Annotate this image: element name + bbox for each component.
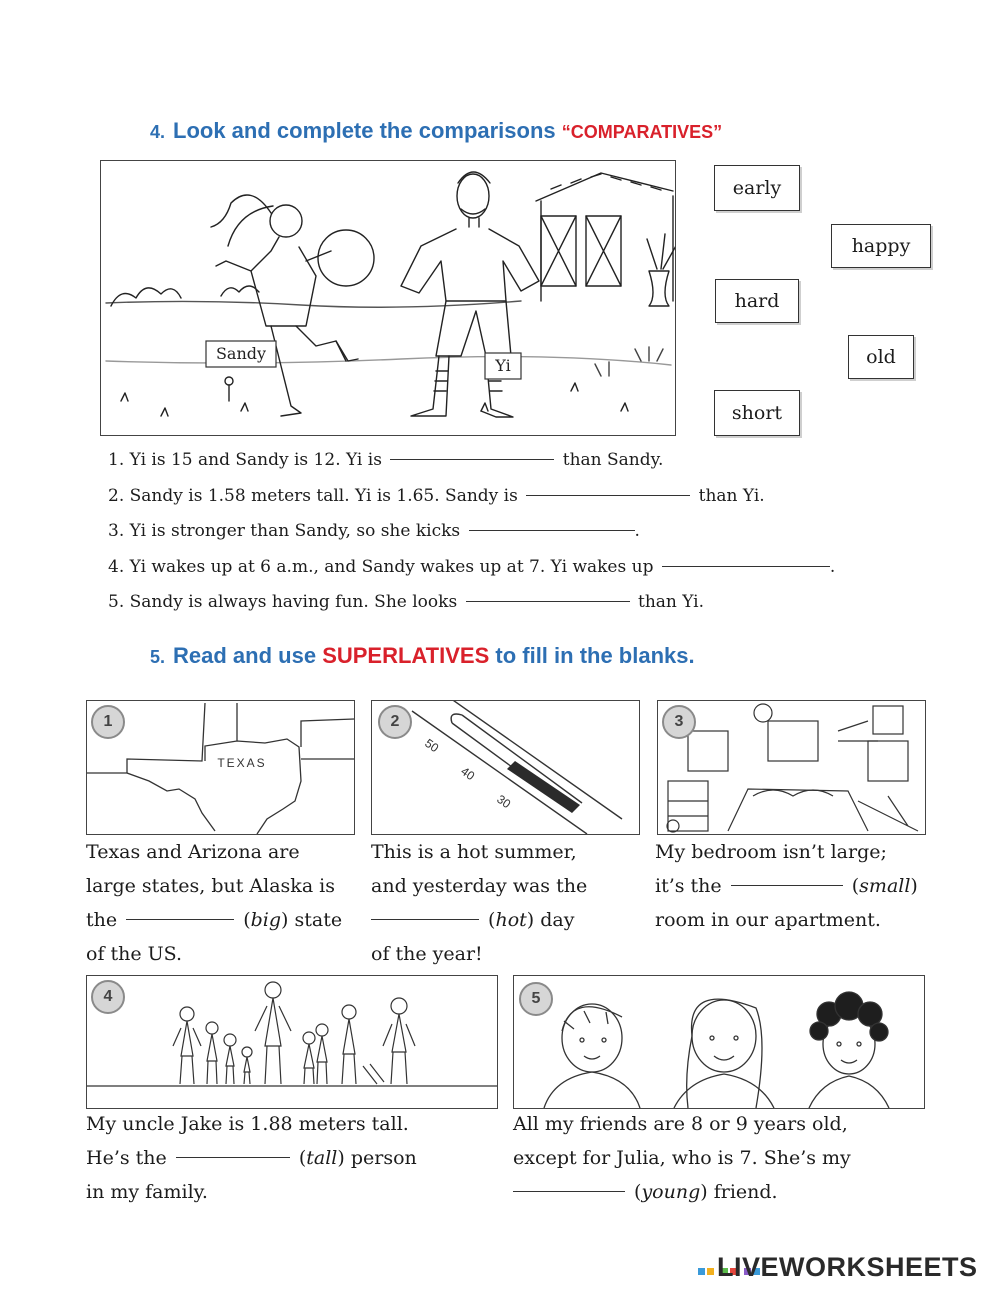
- scale-30: 30: [494, 791, 514, 812]
- item-4-text: [86, 1107, 506, 1209]
- section-4-heading: [150, 118, 722, 144]
- texas-label: TEXAS: [217, 756, 267, 770]
- text-fragment: it’s the: [655, 875, 722, 897]
- sentence-text: Yi is stronger than Sandy, so she kicks: [129, 521, 461, 541]
- word-hint: big: [250, 909, 282, 931]
- scale-40: 40: [458, 763, 478, 784]
- item-number-badge: 2: [378, 705, 412, 739]
- word-box-hard[interactable]: hard: [715, 279, 799, 323]
- answer-blank-3[interactable]: [469, 514, 635, 531]
- item-number-badge: 4: [91, 980, 125, 1014]
- sentence-4: [108, 550, 835, 586]
- word-hint: hot: [495, 909, 527, 931]
- section-title: Read and use: [173, 643, 317, 668]
- sentence-number: 4.: [108, 556, 125, 577]
- sentence-3: [108, 514, 835, 550]
- text-line: in my family.: [86, 1181, 208, 1203]
- word-box-old[interactable]: old: [848, 335, 914, 379]
- comparatives-exercise: [108, 443, 835, 621]
- text-fragment: state: [294, 909, 343, 931]
- section-title-end: to fill in the blanks.: [495, 643, 695, 668]
- answer-blank-5[interactable]: [466, 585, 630, 602]
- bedroom-picture: [657, 700, 926, 835]
- text-line: He’s the (tall) person: [86, 1141, 506, 1175]
- sentence-text: Yi wakes up at 6 a.m., and Sandy wakes up at 7. Yi wakes up: [129, 556, 654, 577]
- word-hint: tall: [306, 1147, 338, 1169]
- answer-blank-1[interactable]: [390, 443, 554, 460]
- text-fragment: the: [86, 909, 118, 931]
- text-fragment: friend.: [713, 1181, 778, 1203]
- text-line: (young) friend.: [513, 1175, 933, 1209]
- thermometer-picture: [371, 700, 640, 835]
- thermometer-image: [372, 701, 639, 834]
- item-5-text: [513, 1107, 933, 1209]
- texas-map-picture: [86, 700, 355, 835]
- text-line: of the US.: [86, 943, 183, 965]
- sentence-2: [108, 479, 835, 515]
- item-3-text: [655, 835, 955, 937]
- item-1-text: [86, 835, 366, 971]
- text-line: This is a hot summer,: [371, 841, 577, 863]
- sentence-text: Yi is 15 and Sandy is 12. Yi is: [129, 450, 382, 470]
- sentence-number: 3.: [108, 521, 125, 541]
- soccer-scene-image: [101, 161, 675, 435]
- scale-50: 50: [422, 735, 442, 756]
- text-line: of the year!: [371, 943, 483, 965]
- word-box-early[interactable]: early: [714, 165, 800, 211]
- text-line: it’s the (small): [655, 869, 955, 903]
- word-hint: young: [641, 1181, 701, 1203]
- answer-blank-hot[interactable]: [371, 903, 479, 920]
- text-line: large states, but Alaska is: [86, 875, 336, 897]
- logo-text: LIVEWORKSHEETS: [717, 1252, 978, 1282]
- family-picture: [86, 975, 498, 1109]
- answer-blank-2[interactable]: [526, 479, 690, 496]
- friends-image: [514, 976, 924, 1108]
- section-title-highlight: “COMPARATIVES”: [561, 122, 723, 142]
- sentence-number: 2.: [108, 485, 125, 506]
- liveworksheets-logo: [697, 1252, 978, 1283]
- text-line: room in our apartment.: [655, 909, 881, 931]
- text-line: All my friends are 8 or 9 years old,: [513, 1113, 848, 1135]
- item-number-badge: 1: [91, 705, 125, 739]
- text-line: the (big) state: [86, 903, 366, 937]
- text-fragment: person: [350, 1147, 417, 1169]
- answer-blank-tall[interactable]: [176, 1141, 290, 1158]
- sentence-number: 1.: [108, 450, 125, 470]
- sentence-text: Sandy is always having fun. She looks: [129, 592, 458, 612]
- sentence-text-end: .: [634, 521, 640, 541]
- answer-blank-young[interactable]: [513, 1175, 625, 1192]
- word-box-short[interactable]: short: [714, 390, 800, 436]
- sentence-text-end: .: [829, 556, 836, 577]
- bedroom-image: [658, 701, 925, 834]
- text-line: (hot) day: [371, 903, 651, 937]
- item-2-text: [371, 835, 651, 971]
- sandy-label: Sandy: [215, 344, 267, 363]
- item-number-badge: 3: [662, 705, 696, 739]
- sentence-1: [108, 443, 835, 479]
- soccer-illustration: [100, 160, 676, 436]
- section-5-heading: [150, 643, 695, 669]
- text-line: except for Julia, who is 7. She’s my: [513, 1147, 851, 1169]
- answer-blank-small[interactable]: [731, 869, 843, 886]
- word-hint: small: [859, 875, 911, 897]
- texas-map-image: [87, 701, 354, 834]
- word-box-happy[interactable]: happy: [831, 224, 931, 268]
- section-title-highlight: SUPERLATIVES: [322, 643, 490, 668]
- text-line: and yesterday was the: [371, 875, 588, 897]
- section-number: 4.: [150, 122, 166, 142]
- logo-mark-icon: [697, 1267, 717, 1276]
- section-title: Look and complete the comparisons: [173, 118, 556, 143]
- text-fragment: He’s the: [86, 1147, 167, 1169]
- section-number: 5.: [150, 647, 166, 667]
- friends-picture: [513, 975, 925, 1109]
- sentence-text: Sandy is 1.58 meters tall. Yi is 1.65. Sandy is: [129, 485, 518, 506]
- answer-blank-big[interactable]: [126, 903, 234, 920]
- text-line: My uncle Jake is 1.88 meters tall.: [86, 1113, 409, 1135]
- answer-blank-4[interactable]: [662, 550, 830, 567]
- text-fragment: day: [540, 909, 575, 931]
- yi-label: Yi: [495, 356, 511, 375]
- text-line: Texas and Arizona are: [86, 841, 300, 863]
- sentence-text-end: than Sandy.: [562, 450, 664, 470]
- sentence-number: 5.: [108, 592, 125, 612]
- family-image: [87, 976, 497, 1108]
- sentence-text-end: than Yi.: [698, 485, 765, 506]
- item-number-badge: 5: [519, 982, 553, 1016]
- sentence-5: [108, 585, 835, 621]
- text-line: My bedroom isn’t large;: [655, 841, 887, 863]
- sentence-text-end: than Yi.: [637, 592, 705, 612]
